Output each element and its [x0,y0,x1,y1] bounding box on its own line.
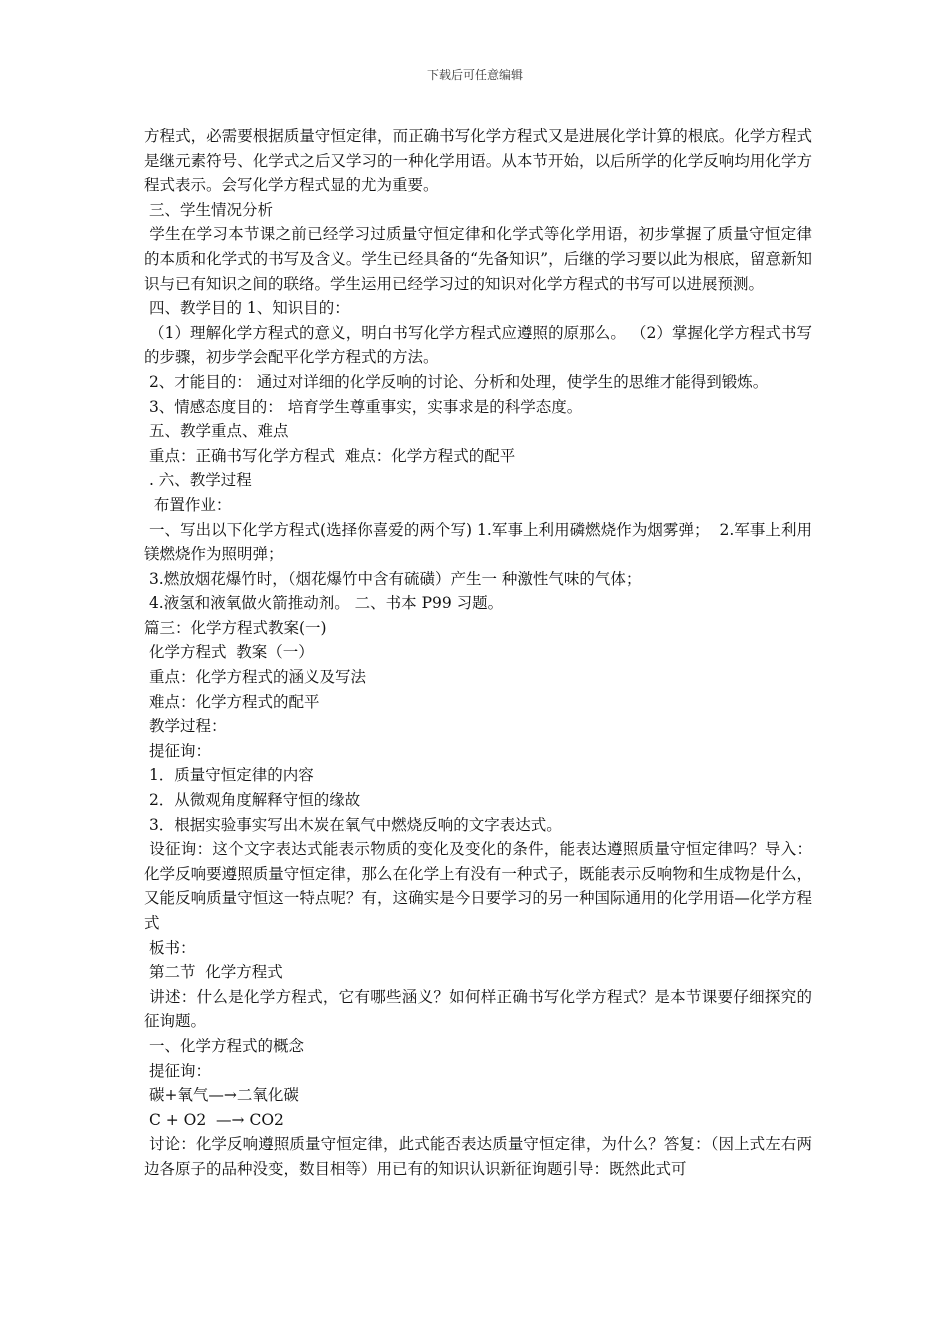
paragraph-line: 教学过程： [144,717,227,736]
paragraph-line: 4.液氢和液氧做火箭推动剂。 二、书本 P99 习题。 [144,594,504,613]
paragraph-line: 提征询： [144,741,211,760]
paragraph-line: 板书： [144,938,196,957]
paragraph-line: 方程式，必需要根据质量守恒定律，而正确书写化学方程式又是进展化学计算的根底。化学方程式是继元素符号、化学式之后又学习的一种化学用语。从本节开始，以后所学的化学反响均用化学方程式表示。会写化学方程式显的尤为重要。 [144,127,812,195]
section-heading: 五、教学重点、难点 [144,422,289,441]
equation-line: C + O2 —→ CO2 [144,1110,284,1129]
section-heading: 篇三：化学方程式教案(一) [144,618,327,637]
paragraph-line: 1．质量守恒定律的内容 [144,766,314,785]
paragraph-line: 布置作业： [144,495,232,514]
paragraph-line: 提征询： [144,1061,211,1080]
paragraph-line: 3.燃放烟花爆竹时，（烟花爆竹中含有硫磺）产生一 种激性气味的气体； [144,569,642,588]
paragraph-line: 3．根据实验事实写出木炭在氧气中燃烧反响的文字表达式。 [144,815,562,834]
section-heading: 四、教学目的 1、知识目的： [144,299,350,318]
section-heading: . 六、教学过程 [144,471,252,490]
paragraph-line: 讨论：化学反响遵照质量守恒定律，此式能否表达质量守恒定律，为什么？答复：（因上式左右两边各原子的品种没变，数目相等）用已有的知识认识新征询题引导：既然此式可 [144,1135,812,1178]
paragraph-line: 化学方程式 教案（一） [144,643,314,662]
paragraph-line: 讲述：什么是化学方程式，它有哪些涵义？如何样正确书写化学方程式？是本节课要仔细探究的征询题。 [144,987,812,1031]
section-heading: 三、学生情况分析 [144,200,273,219]
document-body [144,124,812,1182]
paragraph-line: 一、写出以下化学方程式(选择你喜爱的两个写) 1.军事上利用磷燃烧作为烟雾弹； 2.军事上利用镁燃烧作为照明弹； [144,520,812,564]
page-header: 下载后可任意编辑 [426,68,523,82]
paragraph-line: （1）理解化学方程式的意义，明白书写化学方程式应遵照的原那么。 （2）掌握化学方程式书写的步骤，初步学会配平化学方程式的方法。 [144,323,812,367]
paragraph-line: 重点：化学方程式的涵义及写法 [144,668,366,687]
paragraph-line: 2．从微观角度解释守恒的缘故 [144,791,361,810]
paragraph-line: 重点：正确书写化学方程式 难点：化学方程式的配平 [144,446,516,465]
paragraph-line: 2、才能目的： 通过对详细的化学反响的讨论、分析和处理，使学生的思维才能得到锻炼。 [144,372,769,391]
equation-line: 碳+氧气—→二氧化碳 [144,1086,299,1105]
paragraph-line: 难点：化学方程式的配平 [144,692,320,711]
section-heading: 一、化学方程式的概念 [144,1036,304,1055]
paragraph-line: 学生在学习本节课之前已经学习过质量守恒定律和化学式等化学用语，初步掌握了质量守恒定律的本质和化学式的书写及含义。学生已经具备的“先备知识”，后继的学习要以此为根底，留意新知识与已有知识之间的联络。学生运用已经学习过的知识对化学方程式的书写可以进展预测。 [144,225,812,293]
paragraph-line: 设征询：这个文字表达式能表示物质的变化及变化的条件，能表达遵照质量守恒定律吗？导入：化学反响要遵照质量守恒定律，那么在化学上有没有一种式子，既能表示反响物和生成物是什么，又能反响质量守恒这一特点呢？有，这确实是今日要学习的另一种国际通用的化学用语—化学方程式 [144,840,812,932]
paragraph-line: 3、情感态度目的： 培育学生尊重事实，实事求是的科学态度。 [144,397,583,416]
section-heading: 第二节 化学方程式 [144,963,283,982]
